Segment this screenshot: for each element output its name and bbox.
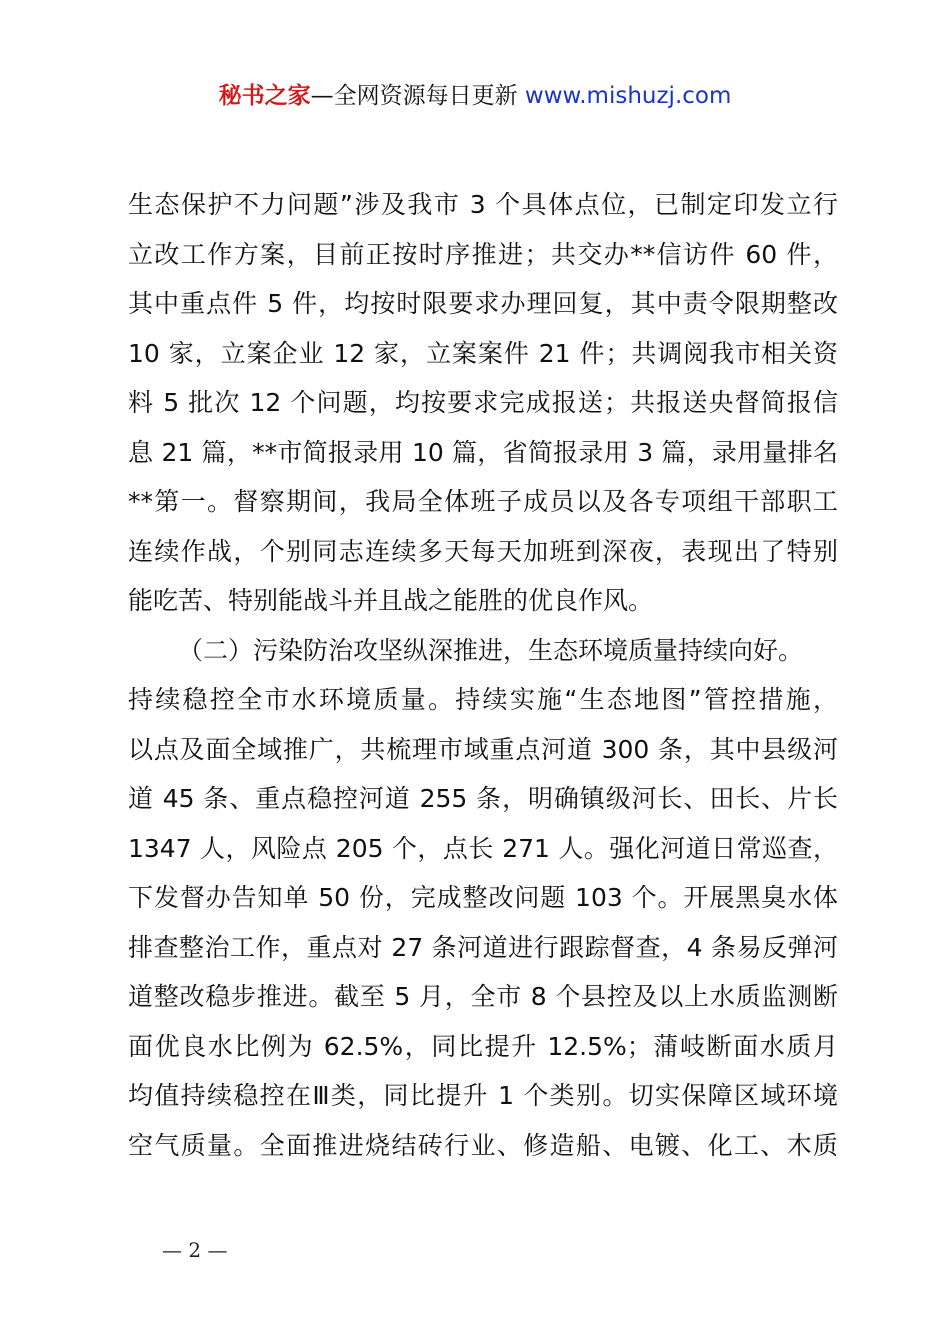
text-line: 空气质量。全面推进烧结砖行业、修造船、电镀、化工、木质 [128,1130,838,1160]
text-line: 其中重点件 5 件，均按时限要求办理回复，其中责令限期整改 [128,289,838,318]
document-body [128,180,838,1170]
text-line: 排查整治工作，重点对 27 条河道进行跟踪督查，4 条易反弹河 [128,932,838,962]
page-number: — 2 — [162,1238,228,1262]
text-line: **第一。督察期间，我局全体班子成员以及各专项组干部职工 [128,487,838,516]
text-line: 生态保护不力问题”涉及我市 3 个具体点位，已制定印发立行 [128,190,838,219]
text-line: 道整改稳步推进。截至 5 月，全市 8 个县控及以上水质监测断 [128,982,838,1011]
text-line: 能吃苦、特别能战斗并且战之能胜的优良作风。 [128,586,654,615]
site-header [0,80,950,112]
site-slogan: —全网资源每日更新 [310,83,518,109]
text-line: 1347 人，风险点 205 个，点长 271 人。强化河道日常巡查， [128,833,838,863]
text-line: 道 45 条、重点稳控河道 255 条，明确镇级河长、田长、片长 [128,784,838,813]
text-line: 以点及面全域推广，共梳理市域重点河道 300 条，其中县级河 [128,734,838,764]
text-line: 立改工作方案，目前正按时序推进；共交办**信访件 60 件， [128,239,838,269]
text-line: 面优良水比例为 62.5%，同比提升 12.5%；蒲岐断面水质月 [128,1031,838,1061]
text-line: 10 家，立案企业 12 家，立案案件 21 件；共调阅我市相关资 [128,338,838,368]
text-line: 持续稳控全市水环境质量。持续实施“生态地图”管控措施， [128,685,838,714]
site-brand: 秘书之家 [218,83,311,109]
text-line: 下发督办告知单 50 份，完成整改问题 103 个。开展黑臭水体 [128,883,838,912]
text-line: 料 5 批次 12 个问题，均按要求完成报送；共报送央督简报信 [128,388,838,417]
text-line: 均值持续稳控在Ⅲ类，同比提升 1 个类别。切实保障区域环境 [128,1081,838,1110]
site-url-link[interactable]: www.mishuzj.com [524,83,732,109]
text-line: 连续作战，个别同志连续多天每天加班到深夜，表现出了特别 [128,536,838,566]
text-line: 息 21 篇，**市简报录用 10 篇，省简报录用 3 篇，录用量排名 [128,437,838,467]
section-heading: （二）污染防治攻坚纵深推进，生态环境质量持续向好。 [178,635,804,665]
